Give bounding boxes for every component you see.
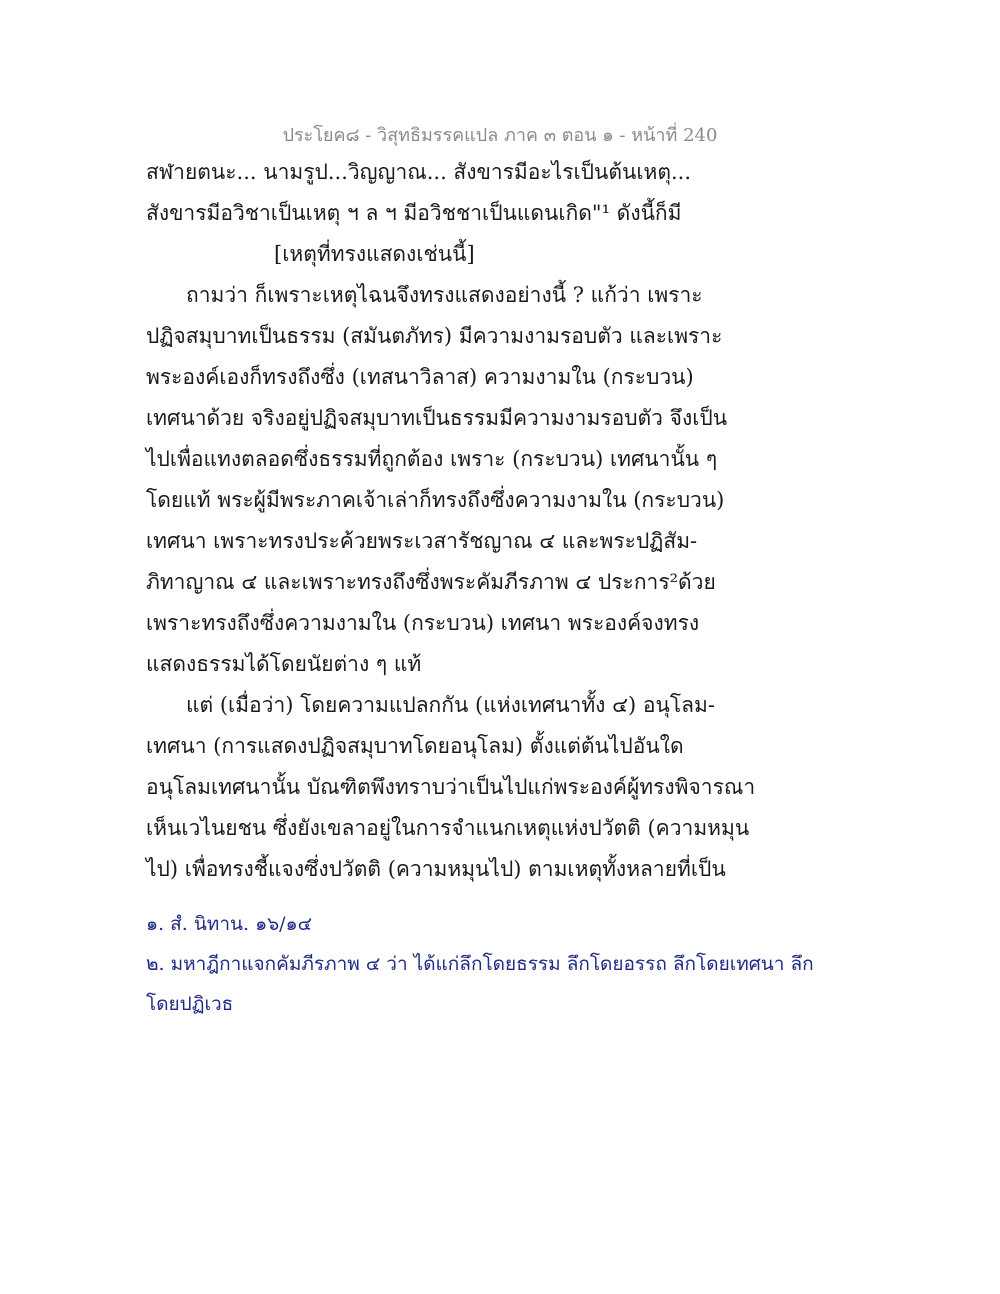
body-line: เทศนา เพราะทรงประค้วยพระเวสารัชญาณ ๔ และพระปฏิสัม-: [146, 529, 698, 553]
body-line: สฬายตนะ... นามรูป...วิญญาณ... สังขารมีอะไรเป็นต้นเหตุ...: [146, 160, 692, 184]
body-text: [146, 152, 906, 890]
body-line: เทศนา (การแสดงปฏิจสมุบาทโดยอนุโลม) ตั้งแต่ต้นไปอันใด: [146, 734, 684, 758]
footnote-1: ๑. สํ. นิทาน. ๑๖/๑๔: [146, 913, 313, 935]
body-line: พระองค์เองก็ทรงถึงซึ่ง (เทสนาวิลาส) ความงามใน (กระบวน): [146, 365, 694, 389]
body-line: โดยแท้ พระผู้มีพระภาคเจ้าเล่าก็ทรงถึงซึ่งความงามใน (กระบวน): [146, 488, 725, 512]
body-line: แต่ (เมื่อว่า) โดยความแปลกกัน (แห่งเทศนาทั้ง ๔) อนุโลม-: [186, 693, 715, 717]
body-line: ไป) เพื่อทรงชี้แจงซึ่งปวัตติ (ความหมุนไป) ตามเหตุทั้งหลายที่เป็น: [146, 857, 726, 881]
section-heading: [เหตุที่ทรงแสดงเช่นนี้]: [274, 242, 475, 266]
body-line: เพราะทรงถึงซึ่งความงามใน (กระบวน) เทศนา พระองค์จงทรง: [146, 611, 700, 635]
body-line: เทศนาด้วย จริงอยู่ปฏิจสมุบาทเป็นธรรมมีความงามรอบตัว จึงเป็น: [146, 406, 728, 430]
body-line: ปฏิจสมุบาทเป็นธรรม (สมันตภัทร) มีความงามรอบตัว และเพราะ: [146, 324, 723, 348]
body-line: อนุโลมเทศนานั้น บัณฑิตพึงทราบว่าเป็นไปแก่พระองค์ผู้ทรงพิจารณา: [146, 775, 756, 799]
footnote-2-continued: โดยปฏิเวธ: [146, 993, 234, 1015]
body-line: ไปเพื่อแทงตลอดซึ่งธรรมที่ถูกต้อง เพราะ (กระบวน) เทศนานั้น ๆ: [146, 447, 718, 471]
page-header-text: ประโยค๘ - วิสุทธิมรรคแปล ภาค ๓ ตอน ๑ - หน้าที่ 240: [282, 125, 718, 146]
footnote-2: ๒. มหาฎีกาแจกคัมภีรภาพ ๔ ว่า ได้แก่ลึกโดยธรรม ลึกโดยอรรถ ลึกโดยเทศนา ลึก: [146, 953, 814, 975]
body-line: เห็นเวไนยชน ซึ่งยังเขลาอยู่ในการจำแนกเหตุแห่งปวัตติ (ความหมุน: [146, 816, 750, 840]
page-header: [0, 120, 1000, 149]
body-line: ถามว่า ก็เพราะเหตุไฉนจึงทรงแสดงอย่างนี้ ? แก้ว่า เพราะ: [186, 283, 703, 307]
footnotes: [146, 904, 906, 1024]
body-line: ภิทาญาณ ๔ และเพราะทรงถึงซึ่งพระคัมภีรภาพ ๔ ประการ²ด้วย: [146, 570, 716, 594]
body-line: แสดงธรรมได้โดยนัยต่าง ๆ แท้: [146, 652, 422, 676]
body-line: สังขารมีอวิชาเป็นเหตุ ฯ ล ฯ มีอวิชชาเป็นแดนเกิด"¹ ดังนี้ก็มี: [146, 201, 682, 225]
